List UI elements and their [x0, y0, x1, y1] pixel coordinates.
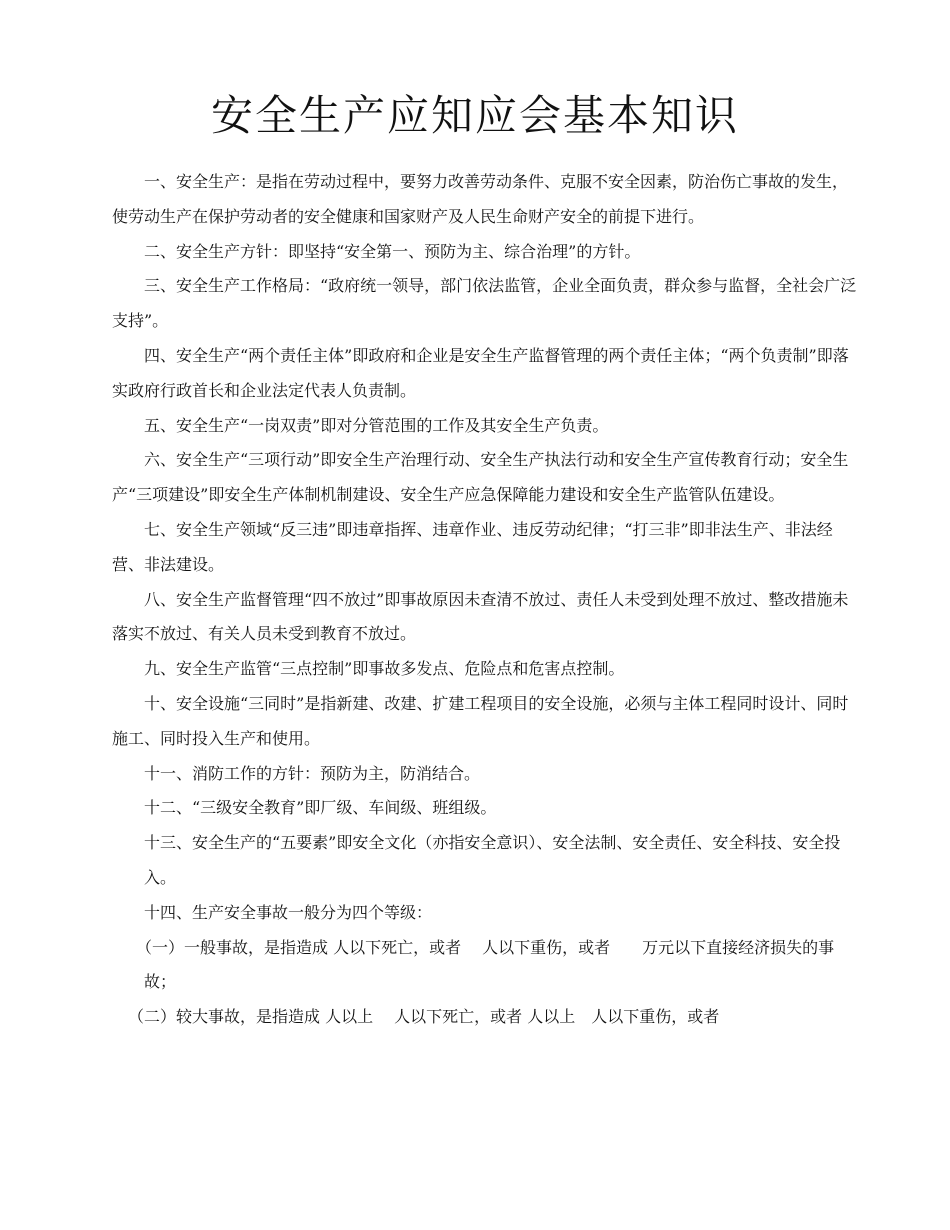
paragraph-4: 四、安全生产“两个责任主体”即政府和企业是安全生产监督管理的两个责任主体；“两个负责制”即落实政府行政首长和企业法定代表人负责制。 [112, 345, 849, 400]
paragraph-9: 九、安全生产监管“三点控制”即事故多发点、危险点和危害点控制。 [144, 659, 625, 679]
paragraph-2: 二、安全生产方针：即坚持“安全第一、预防为主、综合治理”的方针。 [144, 241, 641, 261]
paragraph-5: 五、安全生产“一岗双责”即对分管范围的工作及其安全生产负责。 [144, 415, 609, 435]
paragraph-3: 三、安全生产工作格局：“政府统一领导，部门依法监管，企业全面负责，群众参与监督，全社会广泛支持”。 [112, 276, 857, 331]
paragraph-14: 十四、生产安全事故一般分为四个等级： [144, 902, 433, 922]
paragraph-7: 七、安全生产领域“反三违”即违章指挥、违章作业、违反劳动纪律；“打三非”即非法生产、非法经营、非法建设。 [112, 519, 833, 574]
paragraph-11: 十一、消防工作的方针：预防为主，防消结合。 [144, 763, 481, 783]
paragraph-8: 八、安全生产监督管理“四不放过”即事故原因未查清不放过、责任人未受到处理不放过、整改措施未落实不放过、有关人员未受到教育不放过。 [112, 589, 849, 644]
paragraph-6: 六、安全生产“三项行动”即安全生产治理行动、安全生产执法行动和安全生产宣传教育行动；安全生产“三项建设”即安全生产体制机制建设、安全生产应急保障能力建设和安全生产监管队伍建设。 [112, 450, 849, 505]
paragraph-12: 十二、“三级安全教育”即厂级、车间级、班组级。 [144, 798, 497, 818]
document-title: 安全生产应知应会基本知识 [210, 91, 739, 140]
accident-level-2: （二）较大事故，是指造成 人以上 人以下死亡，或者 人以上 人以下重伤，或者 [128, 1007, 720, 1027]
document-body [112, 165, 862, 1035]
accident-level-1: （一）一般事故，是指造成 人以下死亡，或者 人以下重伤，或者 万元以下直接经济损失的事故； [136, 937, 835, 992]
paragraph-13: 十三、安全生产的“五要素”即安全文化（亦指安全意识）、安全法制、安全责任、安全科技、安全投入。 [144, 833, 841, 887]
paragraph-1: 一、安全生产：是指在劳动过程中，要努力改善劳动条件、克服不安全因素，防治伤亡事故的发生，使劳动生产在保护劳动者的安全健康和国家财产及人民生命财产安全的前提下进行。 [112, 172, 849, 226]
paragraph-10: 十、安全设施“三同时”是指新建、改建、扩建工程项目的安全设施，必须与主体工程同时设计、同时施工、同时投入生产和使用。 [112, 693, 849, 748]
